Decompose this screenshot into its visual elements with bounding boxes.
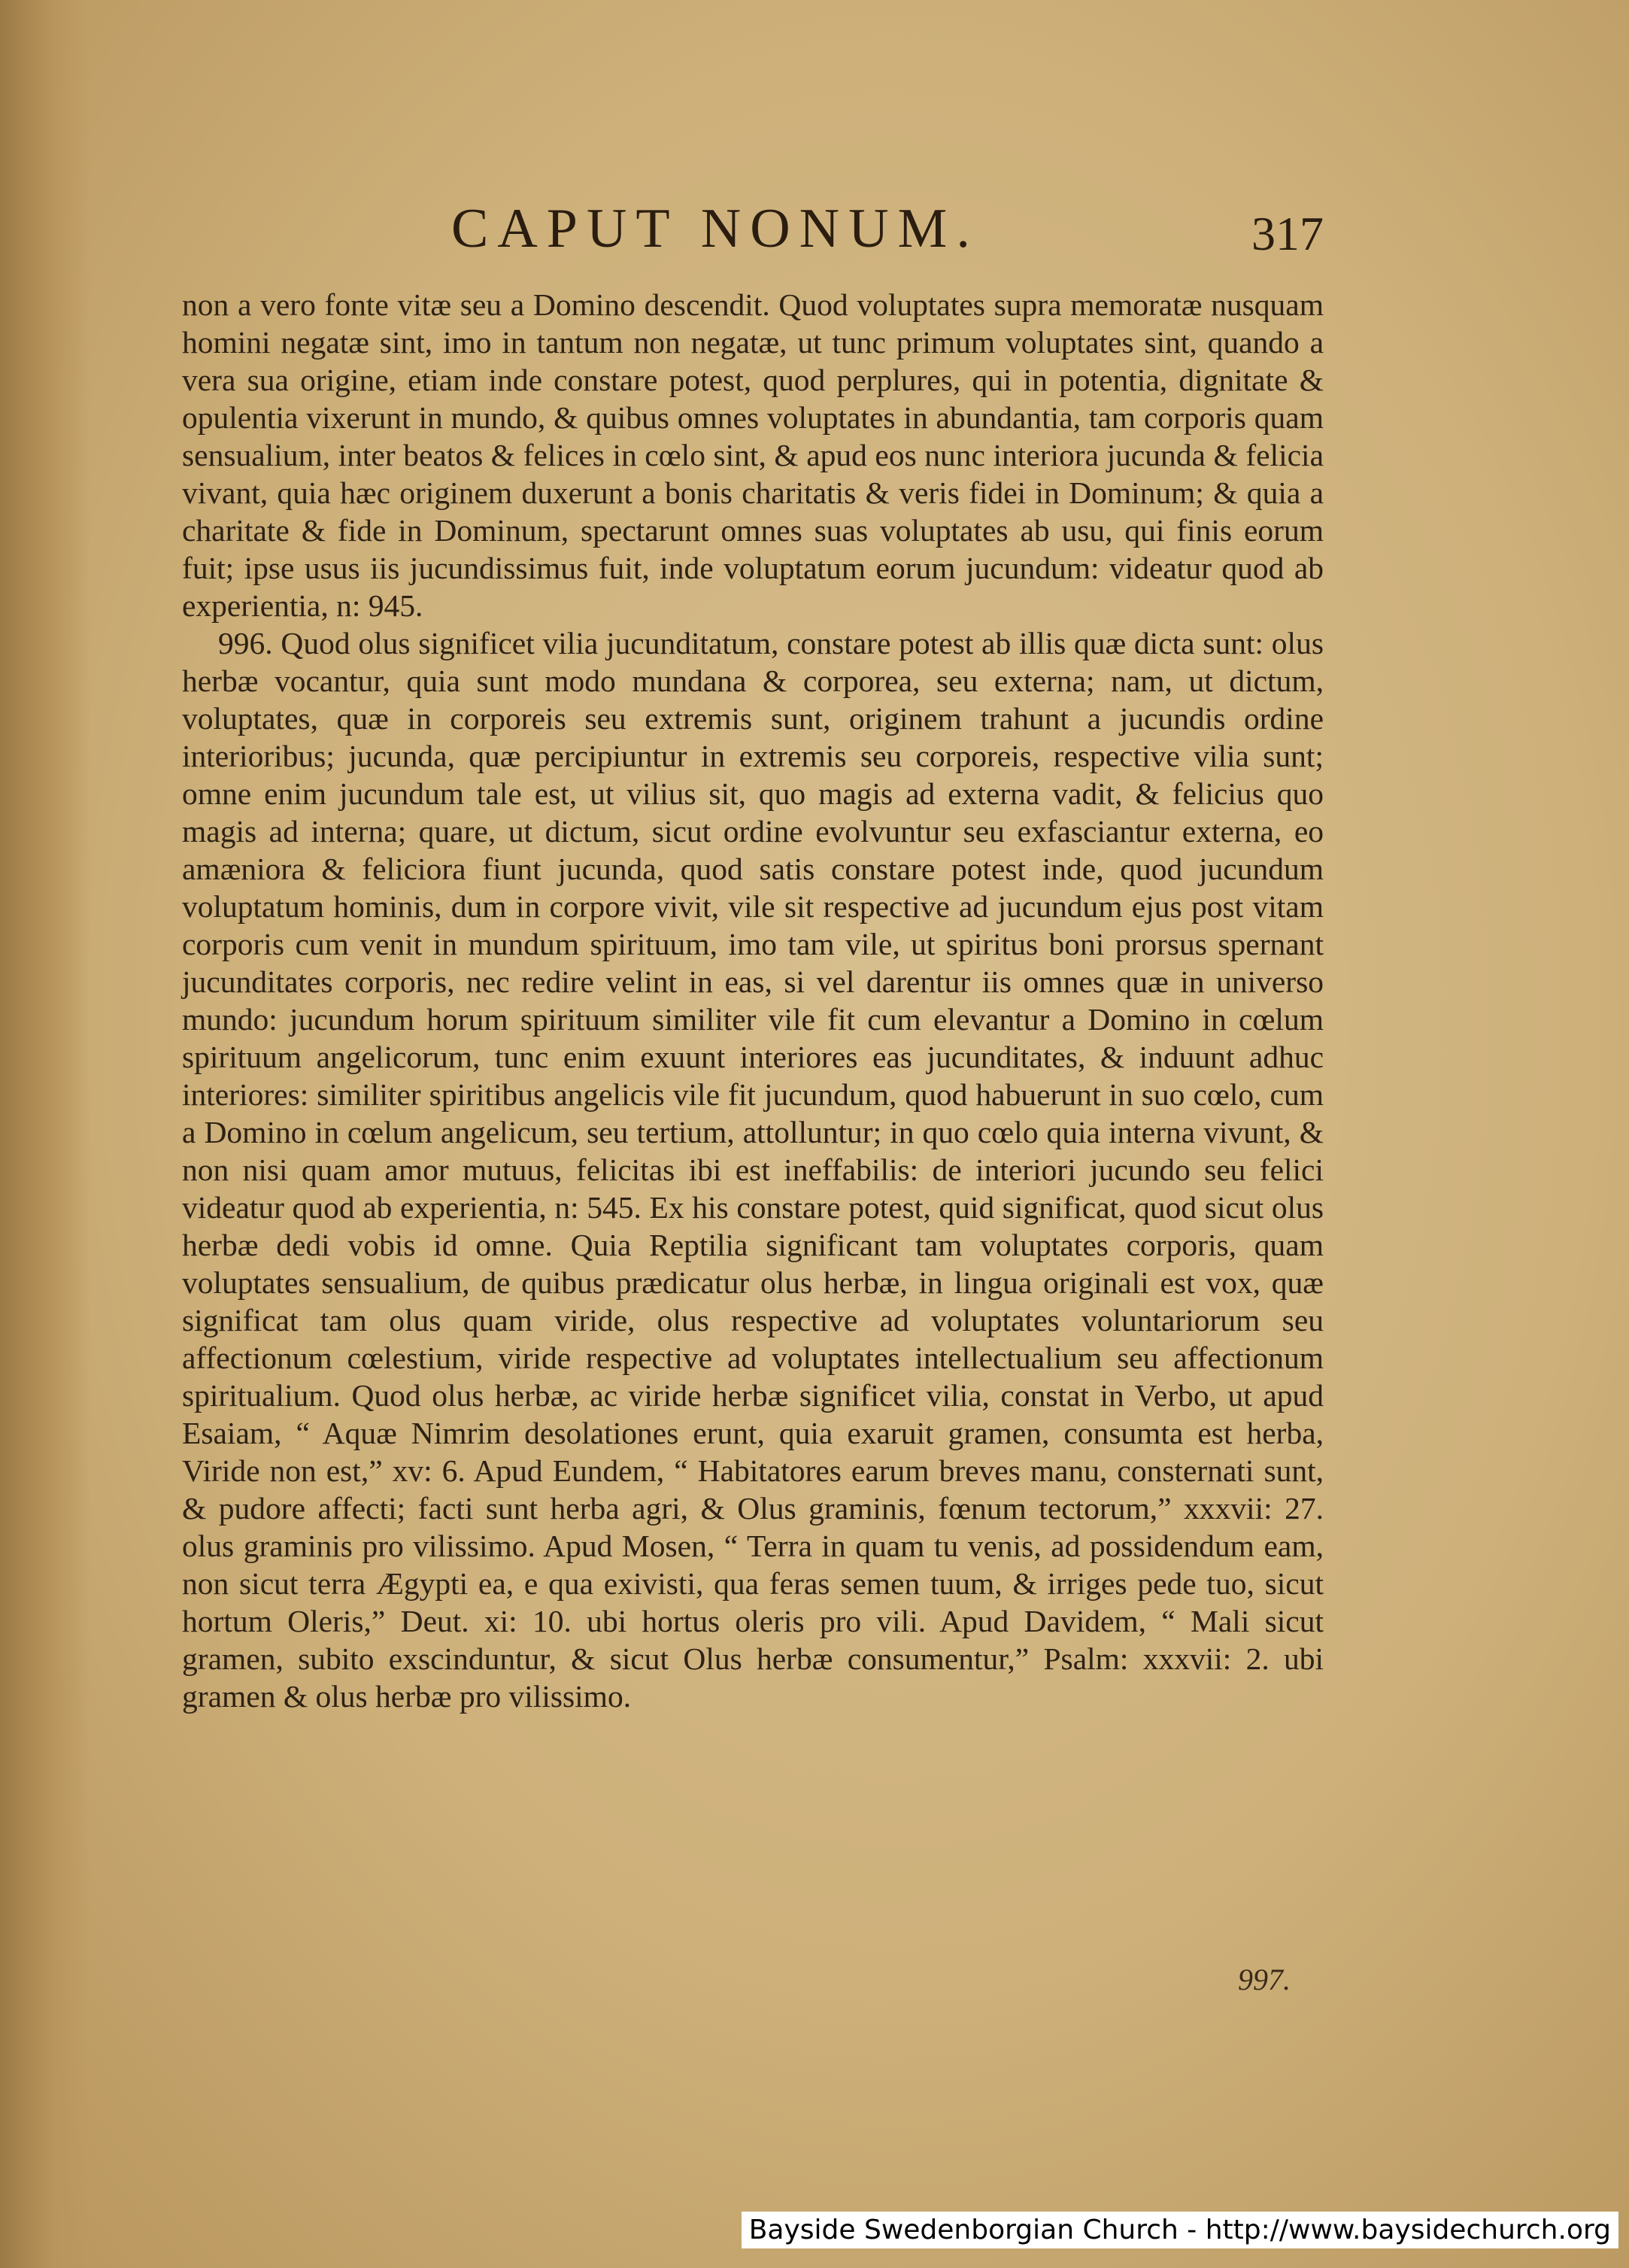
running-head: CAPUT NONUM. <box>451 198 979 260</box>
watermark-caption: Bayside Swedenborgian Church - http://www.baysidechurch.org <box>742 2212 1618 2248</box>
page-number: 317 <box>1251 207 1324 260</box>
page-header <box>180 197 1324 280</box>
body-text <box>182 286 1324 1715</box>
catchword: 997. <box>1238 1963 1291 1996</box>
page-gutter-shadow <box>0 0 90 2268</box>
paragraph-continued: non a vero fonte vitæ seu a Domino descendit. Quod voluptates supra memoratæ nusquam homini negatæ sint, imo in tantum non negatæ, ut tunc primum voluptates sint, quando a vera sua origine, etiam inde constare potest, quod perplures, qui in potentia, dignitate & opulentia vixerunt in mundo, & quibus omnes voluptates in abundantia, tam corporis quam sensualium, inter beatos & felices in cœlo sint, & apud eos nunc interiora jucunda & felicia vivant, quia hæc originem duxerunt a bonis charitatis & veris fidei in Dominum; & quia a charitate & fide in Dominum, spectarunt omnes suas voluptates ab usu, qui finis eorum fuit; ipse usus iis jucundissimus fuit, inde voluptatum eorum jucundum: videatur quod ab experientia, n: 945. <box>182 287 1324 623</box>
paragraph-996: 996. Quod olus significet vilia jucunditatum, constare potest ab illis quæ dicta sunt: olus herbæ vocantur, quia sunt modo mundana & corporea, seu externa; nam, ut dictum, voluptates, quæ in corporeis seu extremis sunt, originem trahunt a jucundis ordine interioribus; jucunda, quæ percipiuntur in extremis seu corporeis, respective vilia sunt; omne enim jucundum tale est, ut vilius sit, quo magis ad externa vadit, & felicius quo magis ad interna; quare, ut dictum, sicut ordine evolvuntur seu exfasciantur externa, eo amæniora & feliciora fiunt jucunda, quod satis constare potest inde, quod jucundum voluptatum hominis, dum in corpore vivit, vile sit respective ad jucundum ejus post vitam corporis cum venit in mundum spirituum, imo tam vile, ut spiritus boni prorsus spernant jucunditates corporis, nec redire velint in eas, si vel darentur iis omnes quæ in universo mundo: jucundum horum spirituum similiter vile fit cum elevantur a Domino in cœlum spirituum angelicorum, tunc enim exuunt interiores eas jucunditates, & induunt adhuc interiores: similiter spiritibus angelicis vile fit jucundum, quod habuerunt in suo cœlo, cum a Domino in cœlum angelicum, seu tertium, attolluntur; in quo cœlo quia interna vivunt, & non nisi quam amor mutuus, felicitas ibi est ineffabilis: de interiori jucundo seu felici videatur quod ab experientia, n: 545. Ex his constare potest, quid significat, quod sicut olus herbæ dedi vobis id omne. Quia Reptilia significant tam voluptates corporis, quam voluptates sensualium, de quibus prædicatur olus herbæ, in lingua originali est vox, quæ significat tam olus quam viride, olus respective ad voluptates voluntariorum seu affectionum cœlestium, viride respective ad voluptates intellectualium seu affectionum spiritualium. Quod olus herbæ, ac viride herbæ significet vilia, constat in Verbo, ut apud Esaiam, “ Aquæ Nimrim desolationes erunt, quia exaruit gramen, consumta est herba, Viride non est,” xv: 6. Apud Eundem, “ Habitatores earum breves manu, consternati sunt, & pudore affecti; facti sunt herba agri, & Olus graminis, fœnum tectorum,” xxxvii: 27. olus graminis pro vilissimo. Apud Mosen, “ Terra in quam tu venis, ad possidendum eam, non sicut terra Ægypti ea, e qua exivisti, qua feras semen tuum, & irriges pede tuo, sicut hortum Oleris,” Deut. xi: 10. ubi hortus oleris pro vili. Apud Davidem, “ Mali sicut gramen, subito exscinduntur, & sicut Olus herbæ consumentur,” Psalm: xxxvii: 2. ubi gramen & olus herbæ pro vilissimo. <box>182 626 1324 1714</box>
